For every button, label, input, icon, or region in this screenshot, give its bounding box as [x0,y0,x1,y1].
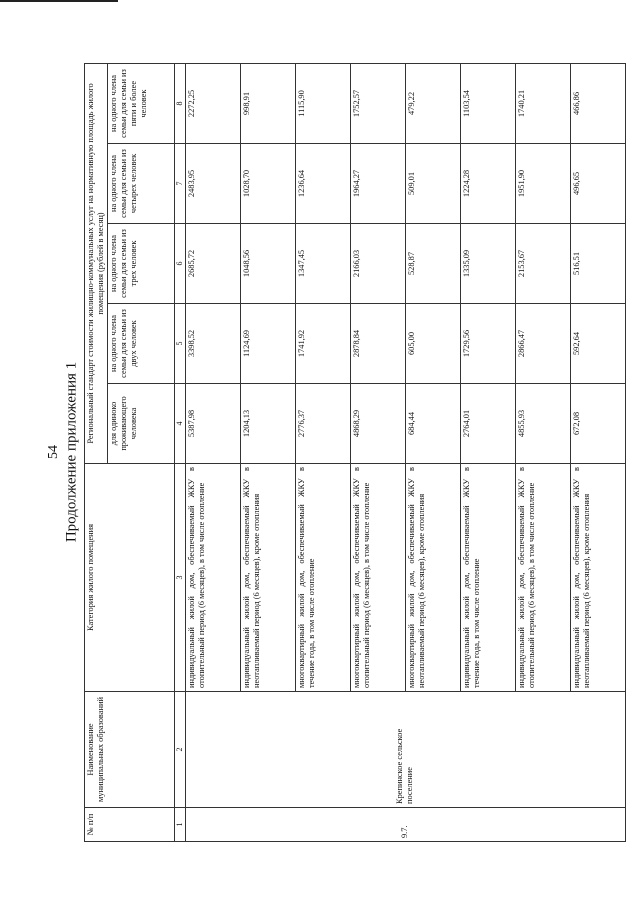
column-number: 4 [175,384,186,464]
cell-value: 1224,28 [460,144,515,224]
header-num: № п/п [85,808,175,842]
column-number: 8 [175,64,186,144]
cell-category: индивидуальный жилой дом, обеспечиваемый ЖКУ в отопительный период (6 месяцев), в том числе отопление [185,464,240,692]
top-edge-line [0,0,118,2]
cell-category: индивидуальный жилой дом, обеспечиваемый ЖКУ в течение года, в том числе отопление [460,464,515,692]
cell-value: 998,91 [240,64,295,144]
cell-value: 466,86 [570,64,625,144]
cell-value: 1048,56 [240,224,295,304]
column-number-row [175,64,186,842]
column-number: 1 [175,808,186,842]
cell-value: 1964,27 [350,144,405,224]
table-row [185,64,240,842]
cell-category: индивидуальный жилой дом, обеспечиваемый ЖКУ в неотапливаемый период (6 месяцев), кроме отопления [570,464,625,692]
housing-cost-table [84,63,626,842]
cell-value: 1752,57 [350,64,405,144]
header-category: Категория жилого помещения [85,464,175,692]
cell-value: 5387,98 [185,384,240,464]
cell-value: 1347,45 [295,224,350,304]
header-subcol: на одного члена семьи для семьи из четырех человек [108,144,175,224]
cell-value: 1741,92 [295,304,350,384]
cell-value: 2153,67 [515,224,570,304]
cell-value: 479,22 [405,64,460,144]
column-number: 6 [175,224,186,304]
cell-value: 496,65 [570,144,625,224]
cell-value: 528,87 [405,224,460,304]
cell-value: 2776,37 [295,384,350,464]
header-group-title: Региональный стандарт стоимости жилищно-коммунальных услуг на нормативную площадь жилого помещения (рублей в месяц) [85,64,108,464]
cell-category: индивидуальный жилой дом, обеспечиваемый ЖКУ в неотапливаемый период (6 месяцев), кроме отопления [240,464,295,692]
cell-value: 3398,52 [185,304,240,384]
header-subcol: на одного члена семьи для семьи из пяти и более человек [108,64,175,144]
cell-value: 1115,90 [295,64,350,144]
column-number: 7 [175,144,186,224]
header-name: Наименование муниципальных образований [85,692,175,808]
cell-value: 1335,09 [460,224,515,304]
page-number: 54 [46,445,61,459]
cell-value: 1951,90 [515,144,570,224]
cell-value: 684,44 [405,384,460,464]
cell-category: многоквартирный жилой дом, обеспечиваемый ЖКУ в течение года, в том числе отопление [295,464,350,692]
table-body [185,64,625,842]
cell-value: 1740,21 [515,64,570,144]
cell-value: 1729,56 [460,304,515,384]
cell-num: 9.7. [185,808,625,842]
header-subcol: для одиноко проживающего человека [108,384,175,464]
rotated-table-container [84,64,591,842]
column-number: 2 [175,692,186,808]
cell-category: многоквартирный жилой дом, обеспечиваемый ЖКУ в отопительный период (6 месяцев), в том числе отопление [350,464,405,692]
cell-municipality-name: Крепинское сельское поселение [185,692,625,808]
cell-value: 2866,47 [515,304,570,384]
header-subcol: на одного члена семьи для семьи из трех человек [108,224,175,304]
cell-value: 4855,93 [515,384,570,464]
cell-value: 605,00 [405,304,460,384]
cell-value: 2166,03 [350,224,405,304]
column-number: 5 [175,304,186,384]
continuation-title: Продолжение приложения 1 [63,361,80,543]
cell-value: 2483,95 [185,144,240,224]
cell-value: 4868,29 [350,384,405,464]
cell-category: многоквартирный жилой дом, обеспечиваемый ЖКУ в неотапливаемый период (6 месяцев), кроме отопления [405,464,460,692]
cell-value: 509,01 [405,144,460,224]
cell-value: 672,08 [570,384,625,464]
cell-value: 1103,54 [460,64,515,144]
cell-value: 1236,64 [295,144,350,224]
cell-value: 516,51 [570,224,625,304]
cell-value: 2685,72 [185,224,240,304]
cell-value: 2764,01 [460,384,515,464]
cell-value: 2878,84 [350,304,405,384]
header-subcol: на одного члена семьи для семьи из двух человек [108,304,175,384]
cell-value: 1028,70 [240,144,295,224]
column-number: 3 [175,464,186,692]
cell-value: 2272,25 [185,64,240,144]
cell-value: 1204,13 [240,384,295,464]
cell-category: индивидуальный жилой дом, обеспечиваемый ЖКУ в отопительный период (6 месяцев), в том числе отопление [515,464,570,692]
cell-value: 1124,69 [240,304,295,384]
cell-value: 592,64 [570,304,625,384]
